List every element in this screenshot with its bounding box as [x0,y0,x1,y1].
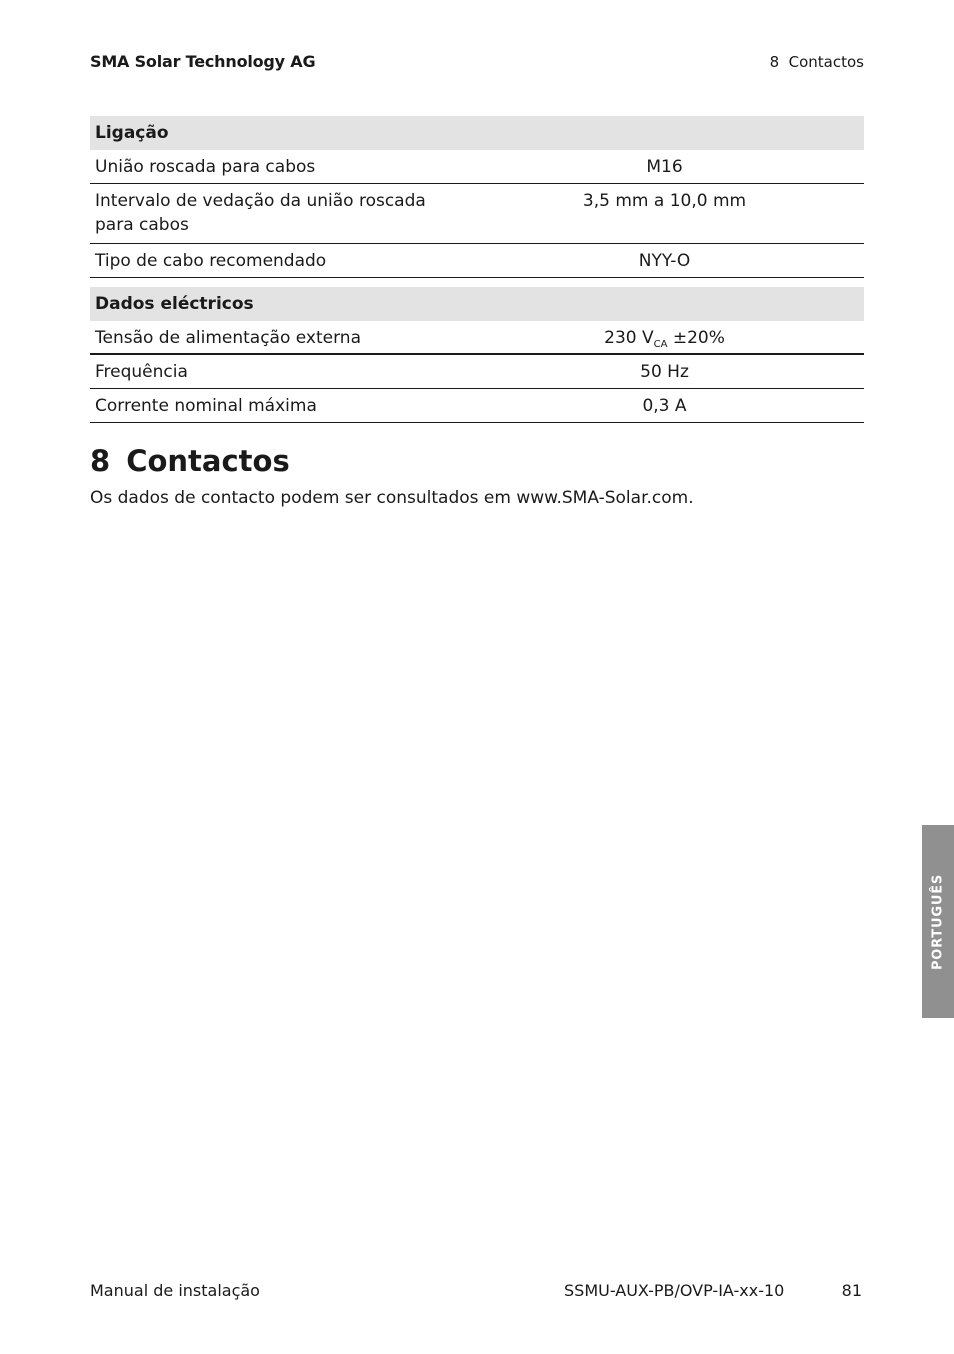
row-label: Corrente nominal máxima [95,396,317,416]
value-suffix: ±20% [667,328,725,348]
row-label: Frequência [95,362,188,382]
table-section-heading: Ligação [90,116,864,150]
row-label: União roscada para cabos [95,157,316,177]
row-label: Tensão de alimentação externa [95,328,361,348]
language-tab [922,825,954,1018]
table-row [90,389,864,423]
row-value [475,326,864,353]
contact-paragraph: Os dados de contacto podem ser consultados em www.SMA-Solar.com. [90,488,694,508]
table-section-heading: Dados eléctricos [90,287,864,321]
page-number: 81 [841,1281,862,1300]
value-subscript: CA [653,339,668,350]
running-section-title: 8 Contactos [769,53,864,71]
row-value: 50 Hz [640,362,689,382]
table-row [90,355,864,389]
table-row [90,150,864,184]
row-value: NYY-O [638,251,691,271]
table-row [90,244,864,278]
row-value: 3,5 mm a 10,0 mm [582,191,747,211]
row-label: Intervalo de vedação da união roscada para cabos [95,191,426,235]
value-main: 230 V [604,328,654,348]
company-name: SMA Solar Technology AG [90,52,316,71]
table-row [90,184,864,244]
row-value: M16 [646,157,683,177]
specifications-table [90,116,864,423]
row-value: 0,3 A [642,396,687,416]
row-label: Tipo de cabo recomendado [95,251,327,271]
footer-document-code: SSMU-AUX-PB/OVP-IA-xx-10 [564,1281,785,1300]
chapter-number: 8 [90,444,111,478]
footer-manual-title: Manual de instalação [90,1281,260,1300]
chapter-title: Contactos [126,444,290,478]
table-row [90,321,864,355]
chapter-heading [90,441,290,481]
language-tab-label: PORTUGUÊS [930,873,946,970]
